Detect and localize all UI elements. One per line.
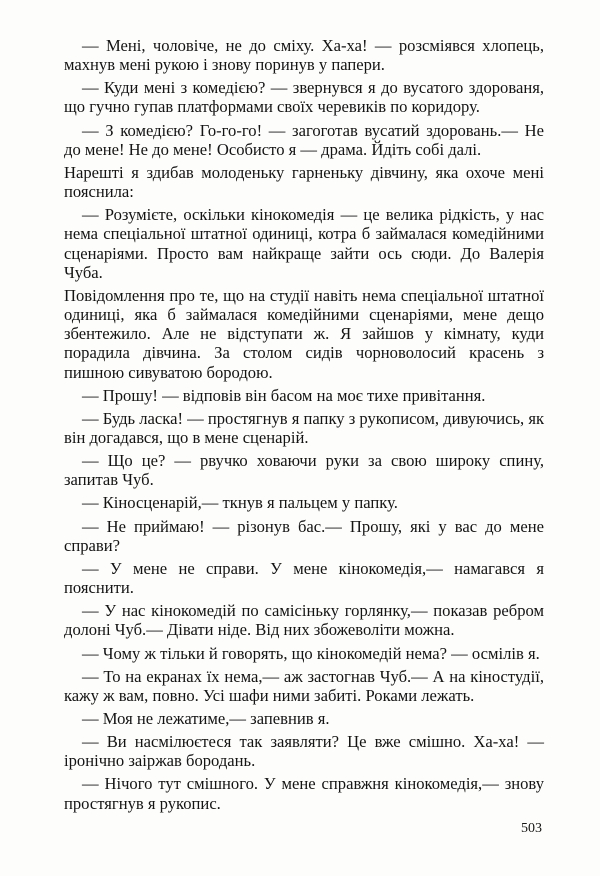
paragraph: Нарешті я здибав молоденьку гарненьку дівчину, яка охоче мені пояснила: (64, 162, 544, 202)
paragraph: — Що це? — рвучко ховаючи руки за свою широку спину, запитав Чуб. (64, 451, 544, 490)
paragraph: — З комедією? Го-го-го! — загоготав вусатий здоровань.— Не до мене! Не до мене! Особисто я — драма. Йдіть собі далі. (64, 120, 544, 159)
paragraph: — То на екранах їх нема,— аж застогнав Чуб.— А на кіностудії, кажу ж вам, повно. Усі шафи ними забиті. Роками лежать. (64, 666, 544, 705)
paragraph: — У нас кінокомедій по самісіньку горлянку,— показав ребром долоні Чуб.— Дівати ніде. Від них збожеволіти можна. (64, 601, 544, 640)
paragraph: Повідомлення про те, що на студії навіть нема спеціальної штатної одиниці, яка б займалася комедійними сценаріями, мене дещо збентежило. Але не відступати ж. Я зайшов у кімнату, куди порадила дівчина. За столом сидів чорноволосий красень з пишною сивуватою бородою. (64, 285, 544, 382)
page-text (64, 36, 544, 817)
paragraph: — У мене не справи. У мене кінокомедія,— намагався я пояснити. (64, 558, 544, 598)
paragraph: — Куди мені з комедією? — звернувся я до вусатого здорованя, що гучно гупав платформами своїх черевиків по коридору. (64, 78, 544, 117)
paragraph: — Чому ж тільки й говорять, що кінокомедій нема? — осмілів я. (82, 643, 540, 663)
paragraph: — Нічого тут смішного. У мене справжня кінокомедія,— знову простягнув я рукопис. (64, 774, 544, 813)
paragraph: — Будь ласка! — простягнув я папку з рукописом, дивуючись, як він догадався, що в мене сценарій. (64, 408, 545, 447)
paragraph: — Кіносценарій,— ткнув я пальцем у папку. (82, 493, 398, 513)
paragraph: — Розумієте, оскільки кінокомедія — це велика рідкість, у нас нема спеціальної штатної одиниці, котра б займалася комедійними сценаріями. Просто вам найкраще зайти ось сюди. До Валерія Чуба. (64, 205, 544, 282)
paragraph: — Не приймаю! — різонув бас.— Прошу, які у вас до мене справи? (64, 516, 544, 555)
page-number: 503 (521, 821, 542, 836)
paragraph: — Мені, чоловіче, не до сміху. Ха-ха! — розсміявся хлопець, махнув мені рукою і знову поринув у папери. (64, 36, 544, 75)
paragraph: — Моя не лежатиме,— запевнив я. (82, 709, 330, 728)
paragraph: — Ви насмілюєтеся так заявляти? Це вже смішно. Ха-ха! — іронічно заіржав бородань. (64, 732, 544, 771)
paragraph: — Прошу! — відповів він басом на моє тихе привітання. (82, 385, 486, 405)
